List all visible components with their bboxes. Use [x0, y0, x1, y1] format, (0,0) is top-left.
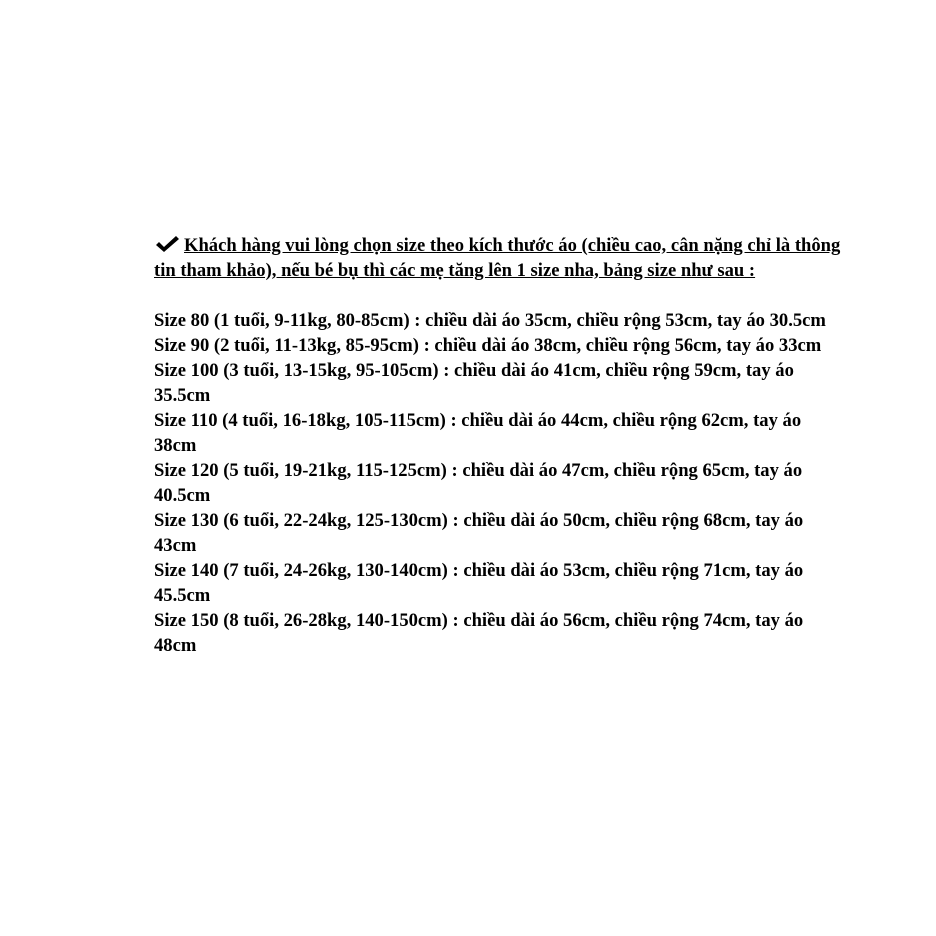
size-row: Size 120 (5 tuổi, 19-21kg, 115-125cm) : chiều dài áo 47cm, chiều rộng 65cm, tay áo 40.5cm: [154, 460, 803, 506]
size-row: Size 100 (3 tuổi, 13-15kg, 95-105cm) : chiều dài áo 41cm, chiều rộng 59cm, tay áo 35.5cm: [154, 360, 794, 406]
size-row: Size 140 (7 tuổi, 24-26kg, 130-140cm) : chiều dài áo 53cm, chiều rộng 71cm, tay áo 45.5cm: [154, 560, 804, 606]
size-list: [154, 308, 844, 658]
size-row: Size 80 (1 tuổi, 9-11kg, 80-85cm) : chiều dài áo 35cm, chiều rộng 53cm, tay áo 30.5cm: [154, 310, 826, 331]
size-guide: [154, 233, 844, 658]
size-row: Size 130 (6 tuổi, 22-24kg, 125-130cm) : chiều dài áo 50cm, chiều rộng 68cm, tay áo 43cm: [154, 510, 804, 556]
size-row: Size 150 (8 tuổi, 26-28kg, 140-150cm) : chiều dài áo 56cm, chiều rộng 74cm, tay áo 48cm: [154, 610, 804, 656]
intro-text: Khách hàng vui lòng chọn size theo kích thước áo (chiều cao, cân nặng chỉ là thông tin tham khảo), nếu bé bụ thì các mẹ tăng lên 1 size nha, bảng size như sau :: [154, 235, 841, 281]
intro-note: [154, 233, 844, 283]
check-mark-icon: [154, 235, 180, 253]
size-row: Size 90 (2 tuổi, 11-13kg, 85-95cm) : chiều dài áo 38cm, chiều rộng 56cm, tay áo 33cm: [154, 335, 822, 356]
size-row: Size 110 (4 tuổi, 16-18kg, 105-115cm) : chiều dài áo 44cm, chiều rộng 62cm, tay áo 38cm: [154, 410, 802, 456]
